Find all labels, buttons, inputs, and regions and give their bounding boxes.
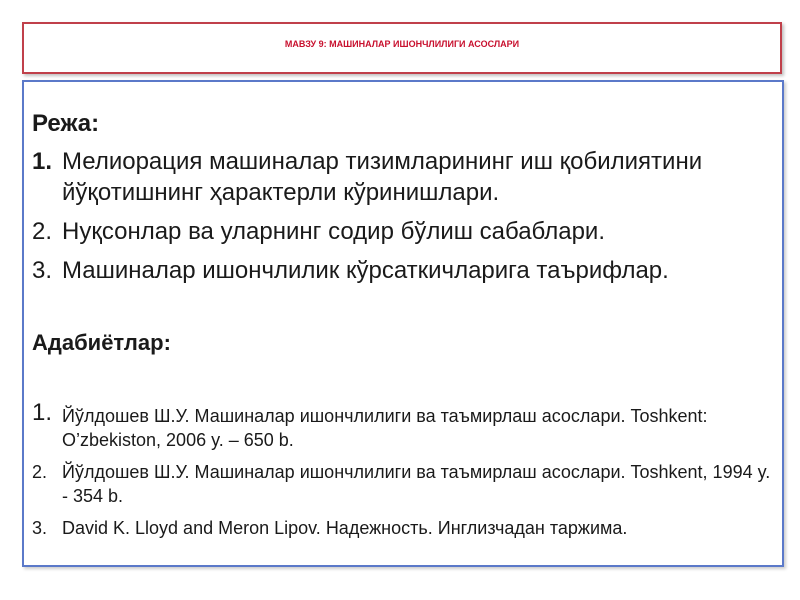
literature-item (32, 516, 772, 540)
plan-item-text: Нуқсонлар ва уларнинг содир бўлиш сабаблари. (62, 218, 605, 245)
literature-list (32, 399, 772, 548)
literature-item-text: Йўлдошев Ш.У. Машиналар ишончлилиги ва таъмирлаш асослари. Toshkent, 1994 y. - 354 b. (62, 462, 771, 506)
slide-title-box (22, 22, 782, 74)
literature-item-number: 2. (32, 462, 48, 482)
plan-heading: Режа: (32, 110, 100, 137)
plan-item-text: Мелиорация машиналар тизимларининг иш қобилиятини йўқотишнинг ҳарактерли кўринишлари. (62, 148, 703, 206)
literature-heading: Адабиётлар: (32, 330, 171, 355)
literature-item (32, 460, 772, 508)
plan-item-number: 1. (32, 148, 53, 175)
literature-item-number: 3. (32, 518, 48, 538)
plan-item-number: 3. (32, 257, 53, 284)
literature-item-number: 1. (32, 399, 53, 426)
plan-item (32, 255, 772, 286)
plan-list (32, 146, 772, 294)
plan-item-text: Машиналар ишончлилик кўрсаткичларига таърифлар. (62, 257, 669, 284)
literature-item (32, 399, 772, 452)
literature-item-text: David K. Lloyd and Meron Lipov. Надежность. Инглизчадан таржима. (62, 518, 628, 538)
plan-item-number: 2. (32, 218, 53, 245)
plan-item (32, 216, 772, 247)
slide-content-box (22, 80, 784, 567)
slide-title: МАВЗУ 9: МАШИНАЛАР ИШОНЧЛИЛИГИ АСОСЛАРИ (284, 39, 520, 49)
literature-item-text: Йўлдошев Ш.У. Машиналар ишончлилиги ва таъмирлаш асослари. Toshkent: O’zbekiston, 2006 y. – 650 b. (62, 406, 708, 450)
plan-item (32, 146, 772, 208)
